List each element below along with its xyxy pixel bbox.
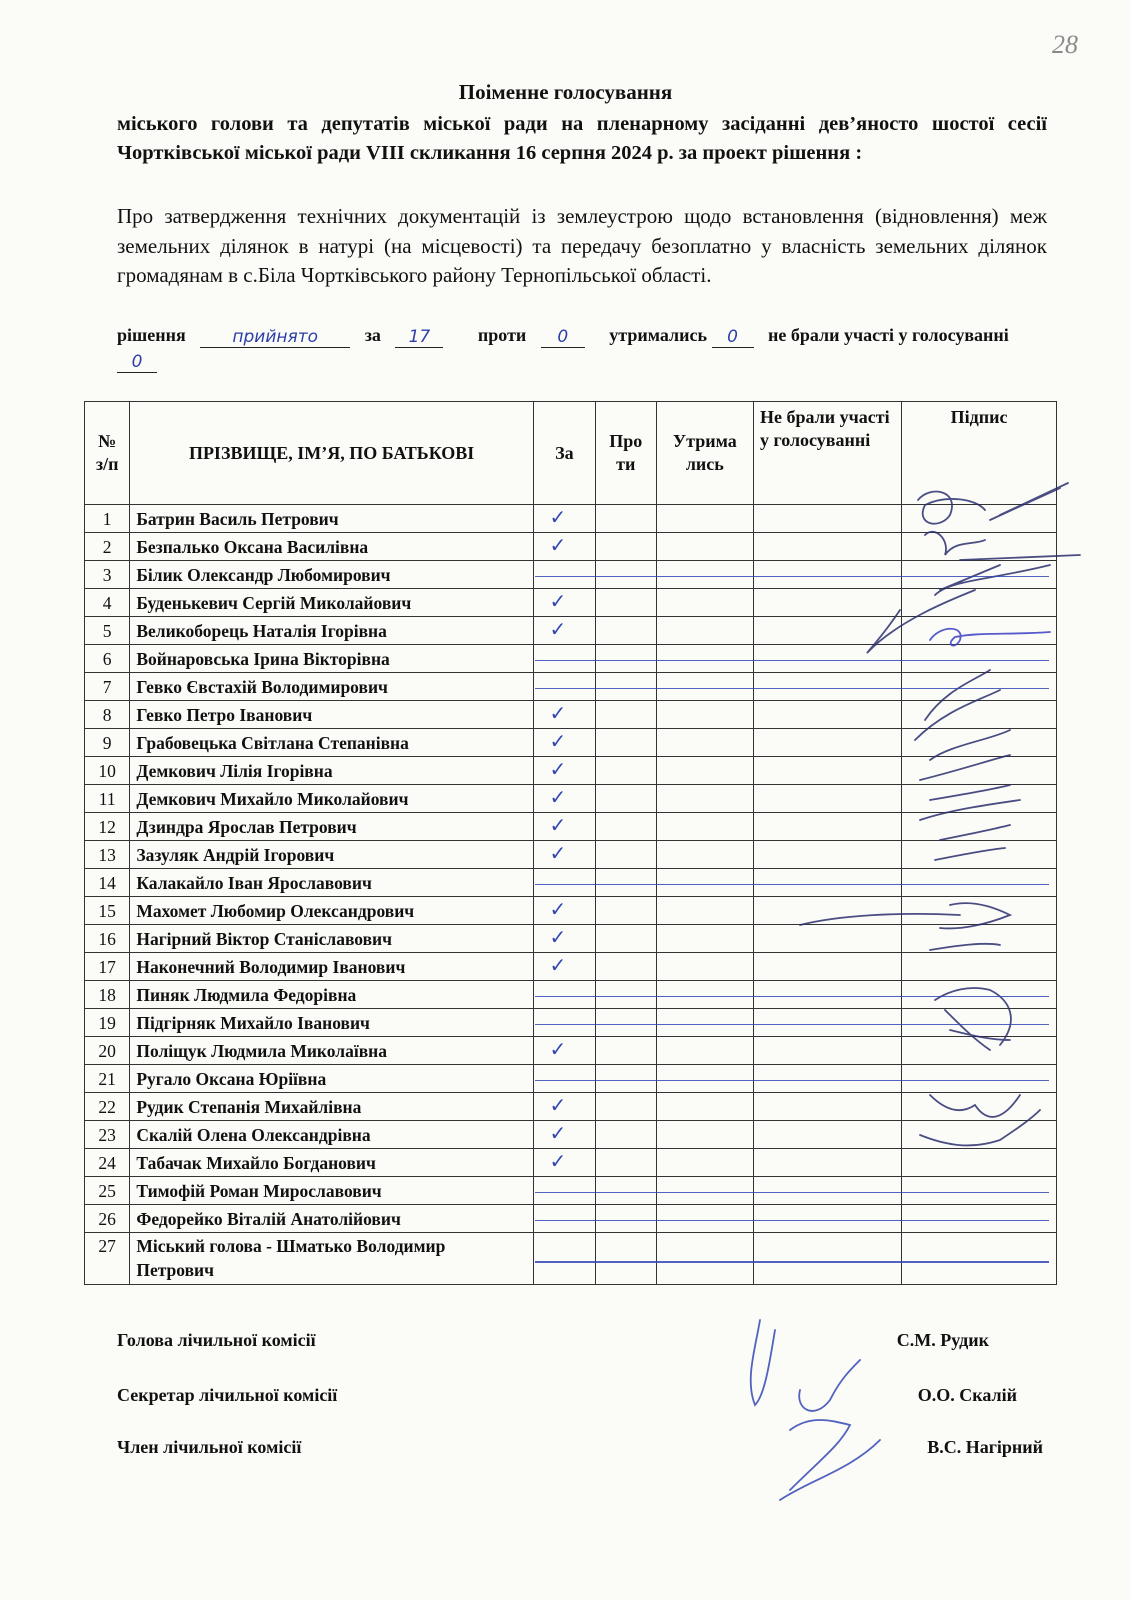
vote-against-cell: [595, 1205, 656, 1233]
row-number: 9: [85, 729, 130, 757]
vote-against-cell: [595, 925, 656, 953]
row-number: 8: [85, 701, 130, 729]
vote-abstained-cell: [656, 617, 753, 645]
vote-not-voted-cell: [753, 757, 901, 785]
vote-against-cell: [595, 1233, 656, 1285]
vote-against-cell: [595, 1177, 656, 1205]
checkmark-icon: ✓: [549, 504, 567, 529]
table-row: [85, 1009, 1057, 1037]
vote-not-voted-cell: [753, 1009, 901, 1037]
table-row: [85, 1177, 1057, 1205]
not-voted-count: 0: [117, 352, 157, 373]
checkmark-icon: ✓: [549, 756, 567, 781]
header-against: Про ти: [595, 402, 656, 505]
checkmark-icon: ✓: [549, 1036, 567, 1061]
vote-against-cell: [595, 701, 656, 729]
row-number: 27: [85, 1233, 130, 1285]
row-number: 10: [85, 757, 130, 785]
vote-against-cell: [595, 729, 656, 757]
signature-cell: [902, 701, 1057, 729]
table-row: [85, 589, 1057, 617]
vote-abstained-cell: [656, 813, 753, 841]
vote-for-cell: [533, 1009, 595, 1037]
table-row: [85, 1205, 1057, 1233]
header-signature: Підпис: [902, 402, 1057, 505]
table-row: [85, 841, 1057, 869]
header-num: № з/п: [85, 402, 130, 505]
signature-cell: [902, 953, 1057, 981]
table-row: [85, 1121, 1057, 1149]
vote-abstained-cell: [656, 953, 753, 981]
vote-abstained-cell: [656, 533, 753, 561]
abstained-count: 0: [712, 327, 754, 348]
deputy-name: Наконечний Володимир Іванович: [130, 953, 534, 981]
against-count: 0: [541, 327, 585, 348]
row-number: 13: [85, 841, 130, 869]
row-number: 26: [85, 1205, 130, 1233]
vote-abstained-cell: [656, 869, 753, 897]
signature-cell: [902, 1121, 1057, 1149]
signature-cell: [902, 981, 1057, 1009]
vote-not-voted-cell: [753, 1177, 901, 1205]
vote-abstained-cell: [656, 1093, 753, 1121]
vote-not-voted-cell: [753, 897, 901, 925]
table-row: [85, 757, 1057, 785]
vote-against-cell: [595, 1093, 656, 1121]
row-number: 6: [85, 645, 130, 673]
signature-cell: [902, 729, 1057, 757]
row-number: 15: [85, 897, 130, 925]
strike-line: [535, 1220, 1048, 1222]
signature-cell: [902, 841, 1057, 869]
signature-cell: [902, 1149, 1057, 1177]
vote-not-voted-cell: [753, 701, 901, 729]
table-row: [85, 953, 1057, 981]
vote-for-cell: [533, 1065, 595, 1093]
vote-against-cell: [595, 561, 656, 589]
vote-abstained-cell: [656, 1177, 753, 1205]
checkmark-icon: ✓: [549, 1092, 567, 1117]
vote-for-cell: [533, 1233, 595, 1285]
vote-not-voted-cell: [753, 1093, 901, 1121]
page-number: 28: [1052, 30, 1078, 59]
strike-line: [535, 996, 1048, 998]
vote-against-cell: [595, 1149, 656, 1177]
vote-not-voted-cell: [753, 869, 901, 897]
vote-not-voted-cell: [753, 1233, 901, 1285]
deputy-name: Міський голова - Шматько Володимир Петрович: [130, 1233, 534, 1285]
commission-role: Голова лічильної комісії: [117, 1330, 316, 1350]
vote-against-cell: [595, 981, 656, 1009]
table-row: [85, 533, 1057, 561]
vote-against-cell: [595, 785, 656, 813]
strike-line: [535, 660, 1048, 662]
vote-not-voted-cell: [753, 1205, 901, 1233]
vote-for-cell: [533, 561, 595, 589]
signature-cell: [902, 561, 1057, 589]
deputy-name: Калакайло Іван Ярославович: [130, 869, 534, 897]
deputy-name: Батрин Василь Петрович: [130, 505, 534, 533]
vote-not-voted-cell: [753, 617, 901, 645]
vote-not-voted-cell: [753, 1037, 901, 1065]
session-intro: міського голови та депутатів міської ради на пленарному засіданні дев’яносто шостої сесії Чортківської міської ради VIII скликання 16 серпня 2024 р. за проект рішення :: [117, 113, 1047, 164]
vote-abstained-cell: [656, 925, 753, 953]
deputy-name: Скалій Олена Олександрівна: [130, 1121, 534, 1149]
vote-abstained-cell: [656, 1009, 753, 1037]
deputy-name: Нагірний Віктор Станіславович: [130, 925, 534, 953]
vote-against-cell: [595, 813, 656, 841]
roll-call-table: [84, 401, 1057, 1285]
checkmark-icon: ✓: [549, 700, 567, 725]
vote-not-voted-cell: [753, 1121, 901, 1149]
deputy-name: Великоборець Наталія Ігорівна: [130, 617, 534, 645]
signature-cell: [902, 673, 1057, 701]
signature-cell: [902, 1065, 1057, 1093]
header-abstained: Утрима лись: [656, 402, 753, 505]
table-row: [85, 785, 1057, 813]
deputy-name: Поліщук Людмила Миколаївна: [130, 1037, 534, 1065]
header-not-voted: Не брали участі у голосуванні: [753, 402, 901, 505]
signature-cell: [902, 925, 1057, 953]
vote-for-cell: [533, 1205, 595, 1233]
vote-abstained-cell: [656, 673, 753, 701]
vote-not-voted-cell: [753, 953, 901, 981]
table-row: [85, 1065, 1057, 1093]
vote-against-cell: [595, 645, 656, 673]
deputy-name: Грабовецька Світлана Степанівна: [130, 729, 534, 757]
vote-not-voted-cell: [753, 673, 901, 701]
vote-abstained-cell: [656, 1065, 753, 1093]
signature-cell: [902, 1233, 1057, 1285]
vote-against-cell: [595, 841, 656, 869]
signature-cell: [902, 533, 1057, 561]
table-row: [85, 981, 1057, 1009]
row-number: 25: [85, 1177, 130, 1205]
decision-value: прийнято: [200, 327, 350, 348]
strike-line: [535, 1261, 1048, 1263]
row-number: 19: [85, 1009, 130, 1037]
deputy-name: Тимофій Роман Мирославович: [130, 1177, 534, 1205]
deputy-name: Підгірняк Михайло Іванович: [130, 1009, 534, 1037]
vote-abstained-cell: [656, 561, 753, 589]
checkmark-icon: ✓: [549, 588, 567, 613]
deputy-name: Гевко Євстахій Володимирович: [130, 673, 534, 701]
document-title: Поіменне голосування: [458, 80, 673, 104]
deputy-name: Федорейко Віталій Анатолійович: [130, 1205, 534, 1233]
vote-abstained-cell: [656, 729, 753, 757]
row-number: 2: [85, 533, 130, 561]
deputy-name: Білик Олександр Любомирович: [130, 561, 534, 589]
deputy-name: Дзиндра Ярослав Петрович: [130, 813, 534, 841]
vote-not-voted-cell: [753, 841, 901, 869]
row-number: 17: [85, 953, 130, 981]
against-label: проти: [477, 325, 527, 345]
signature-cell: [902, 645, 1057, 673]
decision-label: рішення: [117, 325, 186, 345]
deputy-name: Махомет Любомир Олександрович: [130, 897, 534, 925]
vote-not-voted-cell: [753, 645, 901, 673]
row-number: 7: [85, 673, 130, 701]
table-row: [85, 561, 1057, 589]
row-number: 14: [85, 869, 130, 897]
table-row: [85, 617, 1057, 645]
row-number: 18: [85, 981, 130, 1009]
row-number: 22: [85, 1093, 130, 1121]
row-number: 21: [85, 1065, 130, 1093]
table-row: [85, 925, 1057, 953]
checkmark-icon: ✓: [549, 896, 567, 921]
signature-cell: [902, 1093, 1057, 1121]
vote-against-cell: [595, 1121, 656, 1149]
vote-abstained-cell: [656, 981, 753, 1009]
vote-against-cell: [595, 1065, 656, 1093]
signature-cell: [902, 505, 1057, 533]
vote-abstained-cell: [656, 841, 753, 869]
table-row: [85, 897, 1057, 925]
vote-not-voted-cell: [753, 505, 901, 533]
vote-not-voted-cell: [753, 1149, 901, 1177]
vote-abstained-cell: [656, 589, 753, 617]
checkmark-icon: ✓: [549, 840, 567, 865]
strike-line: [535, 576, 1048, 578]
vote-for-cell: [533, 981, 595, 1009]
row-number: 20: [85, 1037, 130, 1065]
table-row: [85, 505, 1057, 533]
checkmark-icon: ✓: [549, 924, 567, 949]
vote-not-voted-cell: [753, 729, 901, 757]
deputy-name: Демкович Лілія Ігорівна: [130, 757, 534, 785]
signature-cell: [902, 869, 1057, 897]
vote-not-voted-cell: [753, 925, 901, 953]
deputy-name: Ругало Оксана Юріївна: [130, 1065, 534, 1093]
vote-against-cell: [595, 673, 656, 701]
vote-for-cell: [533, 645, 595, 673]
commission-member-name: О.О. Скалій: [917, 1385, 1017, 1405]
vote-against-cell: [595, 505, 656, 533]
vote-not-voted-cell: [753, 589, 901, 617]
row-number: 3: [85, 561, 130, 589]
table-row: [85, 673, 1057, 701]
vote-against-cell: [595, 953, 656, 981]
checkmark-icon: ✓: [549, 952, 567, 977]
deputy-name: Безпалько Оксана Василівна: [130, 533, 534, 561]
vote-against-cell: [595, 1037, 656, 1065]
signature-cell: [902, 1009, 1057, 1037]
table-row: [85, 1037, 1057, 1065]
checkmark-icon: ✓: [549, 784, 567, 809]
vote-not-voted-cell: [753, 813, 901, 841]
deputy-name: Пиняк Людмила Федорівна: [130, 981, 534, 1009]
deputy-name: Демкович Михайло Миколайович: [130, 785, 534, 813]
for-count: 17: [395, 327, 443, 348]
vote-against-cell: [595, 617, 656, 645]
vote-abstained-cell: [656, 1121, 753, 1149]
checkmark-icon: ✓: [549, 1120, 567, 1145]
signature-cell: [902, 813, 1057, 841]
vote-abstained-cell: [656, 505, 753, 533]
row-number: 24: [85, 1149, 130, 1177]
for-label: за: [364, 325, 381, 345]
deputy-name: Рудик Степанія Михайлівна: [130, 1093, 534, 1121]
header-for: За: [533, 402, 595, 505]
commission-member-name: С.М. Рудик: [896, 1330, 989, 1350]
table-header-row: [85, 402, 1057, 505]
vote-abstained-cell: [656, 757, 753, 785]
checkmark-icon: ✓: [549, 812, 567, 837]
row-number: 1: [85, 505, 130, 533]
signature-cell: [902, 589, 1057, 617]
vote-abstained-cell: [656, 1233, 753, 1285]
strike-line: [535, 1080, 1048, 1082]
row-number: 16: [85, 925, 130, 953]
vote-abstained-cell: [656, 1205, 753, 1233]
row-number: 23: [85, 1121, 130, 1149]
deputy-name: Табачак Михайло Богданович: [130, 1149, 534, 1177]
table-row: [85, 729, 1057, 757]
commission-member-name: В.С. Нагірний: [927, 1437, 1043, 1457]
table-row: [85, 1233, 1057, 1285]
vote-for-cell: [533, 673, 595, 701]
commission-role: Секретар лічильної комісії: [117, 1385, 338, 1405]
vote-for-cell: [533, 869, 595, 897]
row-number: 4: [85, 589, 130, 617]
vote-not-voted-cell: [753, 533, 901, 561]
draft-decision-title: Про затвердження технічних документацій із землеустрою щодо встановлення (відновлення) меж земельних ділянок в натурі (на місцевості) та передачу безоплатно у власність земельних ділянок громадянам в с.Біла Чортківського району Тернопільської області.: [117, 204, 1047, 287]
vote-abstained-cell: [656, 785, 753, 813]
vote-against-cell: [595, 757, 656, 785]
row-number: 11: [85, 785, 130, 813]
vote-abstained-cell: [656, 1037, 753, 1065]
signature-cell: [902, 757, 1057, 785]
not-voted-label: не брали участі у голосуванні: [768, 325, 1009, 345]
vote-against-cell: [595, 1009, 656, 1037]
signature-cell: [902, 617, 1057, 645]
deputy-name: Войнаровська Ірина Вікторівна: [130, 645, 534, 673]
deputy-name: Буденькевич Сергій Миколайович: [130, 589, 534, 617]
vote-not-voted-cell: [753, 785, 901, 813]
header-name: ПРІЗВИЩЕ, ІМ’Я, ПО БАТЬКОВІ: [130, 402, 534, 505]
commission-role: Член лічильної комісії: [117, 1437, 302, 1457]
table-row: [85, 1093, 1057, 1121]
strike-line: [535, 688, 1048, 690]
table-row: [85, 1149, 1057, 1177]
signature-cell: [902, 1177, 1057, 1205]
deputy-name: Зазуляк Андрій Ігорович: [130, 841, 534, 869]
vote-abstained-cell: [656, 701, 753, 729]
vote-against-cell: [595, 897, 656, 925]
strike-line: [535, 1192, 1048, 1194]
signature-cell: [902, 897, 1057, 925]
vote-not-voted-cell: [753, 1065, 901, 1093]
vote-summary: [117, 323, 1047, 373]
deputy-name: Гевко Петро Іванович: [130, 701, 534, 729]
checkmark-icon: ✓: [549, 532, 567, 557]
vote-not-voted-cell: [753, 981, 901, 1009]
vote-against-cell: [595, 533, 656, 561]
vote-against-cell: [595, 589, 656, 617]
checkmark-icon: ✓: [549, 728, 567, 753]
strike-line: [535, 1024, 1048, 1026]
row-number: 12: [85, 813, 130, 841]
abstained-label: утримались: [609, 325, 707, 345]
signature-cell: [902, 1037, 1057, 1065]
vote-not-voted-cell: [753, 561, 901, 589]
vote-abstained-cell: [656, 897, 753, 925]
signature-stroke: [751, 1320, 880, 1500]
table-row: [85, 813, 1057, 841]
signature-cell: [902, 785, 1057, 813]
strike-line: [535, 884, 1048, 886]
checkmark-icon: ✓: [549, 616, 567, 641]
vote-abstained-cell: [656, 1149, 753, 1177]
signature-cell: [902, 1205, 1057, 1233]
checkmark-icon: ✓: [549, 1148, 567, 1173]
vote-abstained-cell: [656, 645, 753, 673]
table-row: [85, 645, 1057, 673]
vote-for-cell: [533, 1177, 595, 1205]
row-number: 5: [85, 617, 130, 645]
table-row: [85, 869, 1057, 897]
vote-against-cell: [595, 869, 656, 897]
table-row: [85, 701, 1057, 729]
